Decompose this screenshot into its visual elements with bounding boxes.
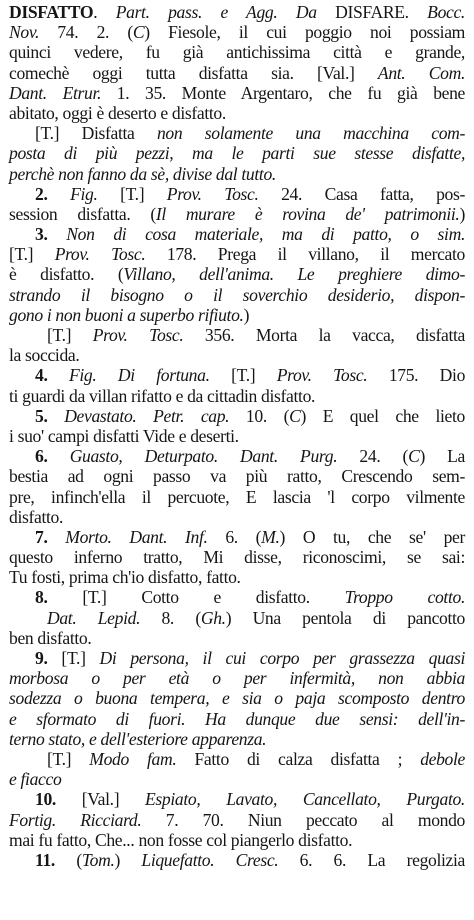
text-segment: 10.: [35, 789, 82, 810]
text-line: [9, 305, 465, 325]
text-segment: ) Fiesole, il cui poggio noi possiam: [144, 22, 465, 43]
text-segment: perchè non fanno da sè, divise dal tutto.: [9, 163, 276, 184]
text-segment: Fig.: [70, 183, 98, 204]
text-segment: ): [459, 203, 465, 224]
text-segment: pre, infinch'ella il percuote, E lascia 'l corpo vilmente: [9, 486, 465, 507]
text-segment: 8.: [35, 587, 83, 608]
text-segment: T.: [66, 648, 81, 668]
text-line: [9, 224, 465, 244]
text-line: [9, 769, 465, 789]
text-segment: [Val.]: [81, 789, 146, 810]
text-segment: 74. 2. (: [39, 22, 133, 43]
text-segment: Tu fosti, prima ch'io disfatto, fatto.: [9, 567, 241, 588]
text-segment: ) La: [419, 446, 465, 467]
text-segment: [: [61, 648, 67, 668]
text-segment: T.: [236, 365, 250, 386]
text-segment: Fatto di calza disfatta ;: [176, 748, 421, 769]
text-segment: ]: [138, 183, 167, 204]
text-segment: 10. (: [229, 405, 290, 426]
text-line: [9, 143, 465, 163]
text-segment: ) E quel che lieto: [300, 405, 465, 426]
text-segment: comechè oggi tutta disfatta sia. [Val.]: [9, 62, 378, 83]
text-segment: 8. (: [140, 607, 201, 628]
text-segment: Prov. Tosc.: [276, 365, 368, 386]
text-segment: 9.: [35, 648, 62, 668]
text-segment: 24. (: [337, 446, 409, 467]
text-segment: DISFATTO: [9, 2, 94, 22]
text-segment: ] Cotto e disfatto.: [100, 587, 345, 608]
text-segment: e fiacco: [9, 769, 62, 790]
text-segment: Da: [295, 2, 317, 22]
text-segment: ti guardi da villan rifatto e da cittadin disfatto.: [9, 385, 316, 406]
text-segment: debole: [420, 748, 465, 769]
text-segment: Villano, dell'anima. Le preghiere dimo-: [123, 264, 465, 285]
text-segment: 5.: [35, 405, 65, 426]
text-segment: gono i non buoni a superbo rifiuto.: [9, 304, 244, 325]
text-segment: 175. Dio: [367, 365, 466, 386]
text-segment: morbosa o per età o per infermità, non abbia: [9, 668, 465, 689]
text-segment: 7.: [35, 526, 66, 547]
text-segment: strando il bisogno o il soverchio desiderio, dispon-: [9, 284, 465, 305]
text-segment: la soccida.: [9, 345, 80, 366]
text-line: [9, 628, 465, 648]
text-segment: .: [93, 2, 116, 22]
text-line: [9, 345, 465, 365]
text-line: [9, 587, 465, 607]
text-line: [9, 164, 465, 184]
text-segment: Devastato. Petr. cap.: [64, 405, 230, 426]
entry-text: [9, 2, 465, 870]
text-segment: M.: [261, 526, 280, 547]
text-segment: [: [47, 325, 53, 345]
text-line: [9, 789, 465, 809]
text-segment: disfatto.: [9, 506, 64, 527]
text-segment: Guasto, Deturpato. Dant. Purg.: [69, 446, 338, 467]
text-line: [9, 123, 465, 143]
text-segment: (: [76, 849, 82, 870]
text-segment: Non di cosa materiale, ma di patto, o sim.: [66, 224, 465, 245]
text-line: [9, 446, 465, 466]
text-segment: Tom.: [81, 849, 115, 870]
text-segment: 7. 70. Niun peccato al mondo: [141, 809, 465, 830]
text-segment: Liquefatto. Cresc.: [141, 849, 279, 870]
text-segment: Bocc.: [427, 2, 465, 22]
text-segment: ) Una pentola di pancotto: [225, 607, 465, 628]
text-segment: Dant. Etrur.: [9, 82, 102, 103]
text-line: [9, 830, 465, 850]
text-segment: quinci vedere, fu già antichissima città e grande,: [9, 42, 465, 63]
text-segment: ): [114, 849, 142, 870]
text-line: [9, 567, 465, 587]
text-segment: [: [9, 244, 15, 265]
text-segment: C: [132, 22, 145, 43]
text-segment: [: [35, 123, 41, 144]
text-segment: C: [289, 405, 301, 426]
text-segment: [: [47, 748, 53, 769]
text-segment: [: [82, 587, 88, 608]
text-line: [9, 527, 465, 547]
text-line: [9, 184, 465, 204]
text-line: [9, 63, 465, 83]
text-line: [9, 2, 465, 22]
text-segment: i suo' campi disfatti Vide e deserti.: [9, 425, 239, 446]
text-segment: [277, 2, 295, 22]
text-line: [9, 386, 465, 406]
text-segment: ): [243, 304, 250, 325]
text-line: [9, 42, 465, 62]
text-line: [9, 608, 465, 628]
text-segment: 6. (: [207, 526, 262, 547]
text-line: [9, 709, 465, 729]
text-segment: posta di più pezzi, ma le parti sue stesse disfatte,: [9, 143, 465, 164]
text-segment: questo inferno tratto, Mi disse, riconoscimi, se sai:: [9, 547, 465, 568]
text-segment: Prov. Tosc.: [92, 325, 184, 345]
text-line: [9, 264, 465, 284]
text-line: [9, 406, 465, 426]
text-segment: Prov. Tosc.: [54, 244, 146, 265]
text-segment: 6.: [35, 446, 70, 467]
text-line: [9, 729, 465, 749]
text-segment: sodezza o buona tempera, e sia o paja scomposto dentro: [9, 688, 465, 709]
text-segment: ]: [65, 748, 90, 769]
text-line: [9, 204, 465, 224]
text-segment: session disfatta. (: [9, 203, 156, 224]
text-segment: ]: [27, 244, 55, 265]
text-segment: non solamente una macchina com-: [156, 123, 466, 144]
text-segment: T.: [125, 183, 139, 204]
text-line: [9, 668, 465, 688]
text-segment: è disfatto. (: [9, 264, 124, 285]
text-line: [9, 83, 465, 103]
text-line: [9, 365, 465, 385]
text-segment: C: [408, 446, 420, 467]
text-segment: 11.: [35, 849, 77, 870]
text-segment: mai fu fatto, Che... non fosse col piangerlo disfatto.: [9, 829, 353, 850]
text-segment: T.: [87, 587, 101, 608]
text-segment: ] Disfatta: [53, 123, 157, 144]
text-line: [9, 688, 465, 708]
text-segment: Gh.: [200, 607, 226, 628]
text-segment: Di persona, il cui corpo per grassezza quasi: [99, 648, 466, 668]
text-segment: DISFARE: [316, 2, 405, 22]
text-segment: [: [209, 365, 237, 386]
text-segment: abitato, oggi è deserto e disfatto.: [9, 102, 226, 123]
text-segment: Prov. Tosc.: [166, 183, 259, 204]
text-segment: Dat. Lepid.: [47, 607, 141, 628]
text-line: [9, 507, 465, 527]
text-segment: .: [404, 2, 428, 22]
text-segment: ]: [65, 325, 93, 345]
text-segment: ben disfatto.: [9, 627, 92, 648]
text-segment: e sformato di fuori. Ha dunque due sensi: dell'in-: [9, 708, 465, 729]
text-segment: Il murare è rovina de' patrimonii.: [155, 203, 460, 224]
text-segment: T.: [14, 244, 28, 265]
text-segment: Nov.: [9, 22, 40, 43]
text-segment: [: [97, 183, 126, 204]
text-segment: 178. Prega il villano, il mercato: [145, 244, 465, 265]
text-segment: Fig. Di fortuna.: [68, 365, 210, 386]
text-segment: 3.: [35, 224, 67, 245]
text-segment: T.: [40, 123, 54, 144]
text-segment: Troppo cotto.: [344, 587, 466, 608]
text-line: [9, 285, 465, 305]
text-segment: T.: [52, 325, 66, 345]
text-segment: 4.: [35, 365, 69, 386]
text-segment: bestia ad ogni passo va più ratto, Crescendo sem-: [9, 466, 465, 487]
text-segment: ) O tu, che se' per: [279, 526, 465, 547]
text-line: [9, 648, 465, 668]
text-segment: Fortig. Ricciard.: [9, 809, 142, 830]
text-line: [9, 325, 465, 345]
text-segment: terno stato, e dell'esteriore apparenza.: [9, 728, 267, 749]
text-segment: Modo fam.: [89, 748, 177, 769]
text-segment: 6. 6. La regolizia: [278, 849, 465, 870]
text-line: [9, 103, 465, 123]
text-line: [9, 426, 465, 446]
text-segment: 2.: [35, 183, 71, 204]
text-segment: ]: [249, 365, 277, 386]
text-line: [9, 487, 465, 507]
text-segment: 24. Casa fatta, pos-: [258, 183, 465, 204]
text-segment: Espiato, Lavato, Cancellato, Purgato.: [145, 789, 465, 810]
text-line: [9, 22, 465, 42]
text-segment: ]: [80, 648, 100, 668]
text-line: [9, 810, 465, 830]
text-line: [9, 244, 465, 264]
text-line: [9, 850, 465, 870]
text-line: [9, 547, 465, 567]
text-segment: T.: [52, 748, 66, 769]
text-segment: Morto. Dant. Inf.: [65, 526, 208, 547]
text-segment: 356. Morta la vacca, disfatta: [183, 325, 465, 345]
text-segment: Ant. Com.: [377, 62, 465, 83]
text-segment: 1. 35. Monte Argentaro, che fu già bene: [101, 82, 466, 103]
text-line: [9, 749, 465, 769]
text-segment: Part. pass. e Agg.: [115, 2, 278, 22]
text-line: [9, 466, 465, 486]
